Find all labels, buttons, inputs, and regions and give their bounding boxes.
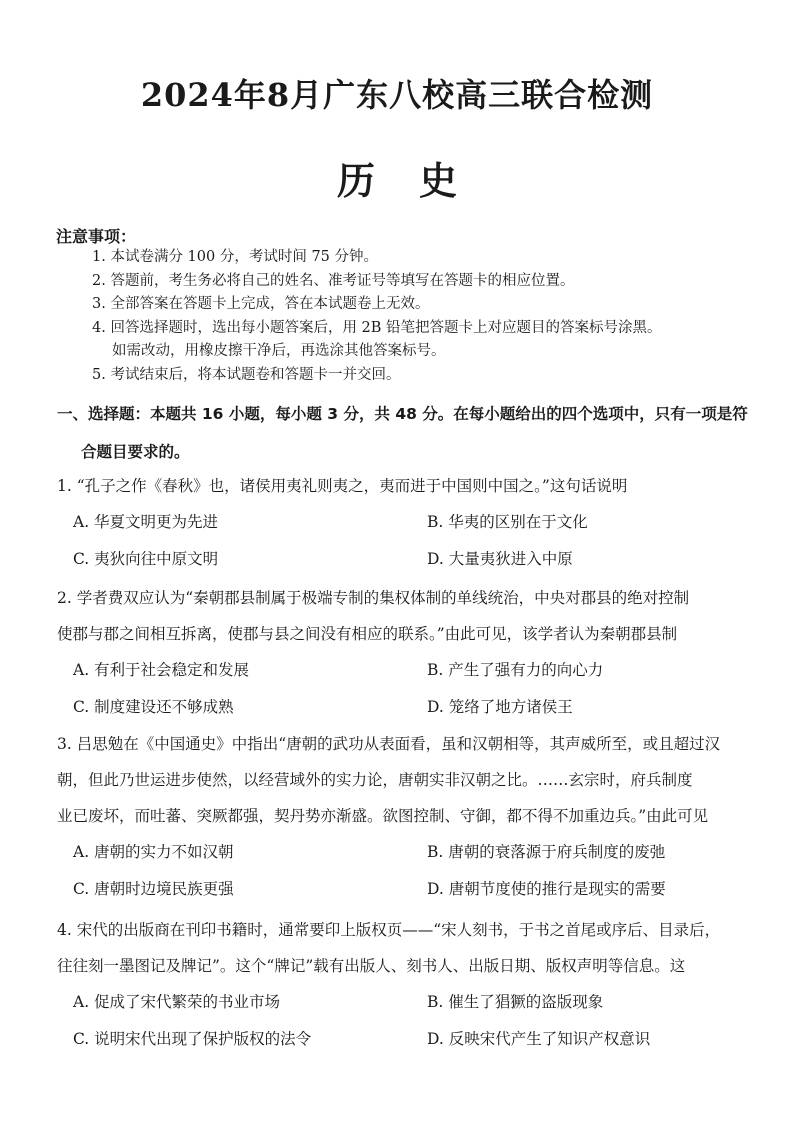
question-1 bbox=[57, 468, 747, 578]
option-a: A. 有利于社会稳定和发展 bbox=[73, 661, 250, 679]
subject-title: 历史 bbox=[336, 158, 501, 203]
section-heading bbox=[57, 400, 757, 476]
option-b: B. 唐朝的衰落源于府兵制度的废弛 bbox=[427, 843, 666, 861]
question-stem-line: 使郡与郡之间相互拆离，使郡与县之间没有相应的联系。”由此可见，该学者认为秦朝郡县制 bbox=[57, 625, 678, 643]
question-options bbox=[57, 834, 747, 908]
question-options bbox=[57, 504, 747, 578]
note-item: 3. 全部答案在答题卡上完成，答在本试题卷上无效。 bbox=[92, 296, 430, 312]
note-item: 5. 考试结束后，将本试题卷和答题卡一并交回。 bbox=[92, 366, 401, 383]
option-c: C. 制度建设还不够成熟 bbox=[73, 698, 234, 716]
note-item: 4. 回答选择题时，选出每小题答案后，用 2B 铅笔把答题卡上对应题目的答案标号涂黑。 bbox=[92, 319, 662, 336]
question-4 bbox=[57, 912, 747, 1058]
option-a: A. 促成了宋代繁荣的书业市场 bbox=[73, 993, 281, 1011]
question-stem-line: 业已废坏，而吐蕃、突厥都强，契丹势亦渐盛。欲图控制、守御，都不得不加重边兵。”由此可见 bbox=[57, 807, 709, 825]
question-options bbox=[57, 984, 747, 1058]
section-heading-line: 一、选择题：本题共 16 小题，每小题 3 分，共 48 分。在每小题给出的四个选项中，只有一项是符 bbox=[57, 405, 748, 423]
option-b: B. 催生了猖獗的盗版现象 bbox=[427, 993, 604, 1011]
option-b: B. 华夷的区别在于文化 bbox=[427, 513, 588, 531]
option-d: D. 唐朝节度使的推行是现实的需要 bbox=[427, 880, 666, 898]
option-d: D. 大量夷狄进入中原 bbox=[427, 550, 573, 568]
option-c: C. 夷狄向往中原文明 bbox=[73, 550, 219, 568]
note-item: 1. 本试卷满分 100 分，考试时间 75 分钟。 bbox=[92, 249, 379, 265]
question-stem-line: 3. 吕思勉在《中国通史》中指出“唐朝的武功从表面看，虽和汉朝相等，其声威所至，或且超过汉 bbox=[57, 735, 721, 753]
question-stem-line: 往往刻一墨图记及牌记”。这个“牌记”载有出版人、刻书人、出版日期、版权声明等信息。这 bbox=[57, 957, 686, 975]
question-stem-line: 2. 学者费双应认为“秦朝郡县制属于极端专制的集权体制的单线统治，中央对郡县的绝对控制 bbox=[57, 589, 690, 607]
question-3 bbox=[57, 726, 747, 908]
option-a: A. 华夏文明更为先进 bbox=[73, 513, 219, 531]
option-c: C. 唐朝时边境民族更强 bbox=[73, 880, 234, 898]
notes-list bbox=[92, 246, 772, 387]
note-item: 2. 答题前，考生务必将自己的姓名、准考证号等填写在答题卡的相应位置。 bbox=[92, 272, 575, 289]
question-2 bbox=[57, 580, 747, 726]
option-a: A. 唐朝的实力不如汉朝 bbox=[73, 843, 234, 861]
option-b: B. 产生了强有力的向心力 bbox=[427, 661, 604, 679]
section-heading-line: 合题目要求的。 bbox=[81, 443, 190, 461]
option-d: D. 反映宋代产生了知识产权意识 bbox=[427, 1030, 651, 1048]
option-c: C. 说明宋代出现了保护版权的法令 bbox=[73, 1030, 312, 1048]
notes-heading: 注意事项： bbox=[56, 227, 137, 246]
question-stem-line: 朝，但此乃世运进步使然，以经营域外的实力论，唐朝实非汉朝之比。……玄宗时，府兵制度 bbox=[57, 771, 693, 789]
option-d: D. 笼络了地方诸侯王 bbox=[427, 698, 573, 716]
question-stem-line: 4. 宋代的出版商在刊印书籍时，通常要印上版权页——“宋人刻书，于书之首尾或序后、目录后， bbox=[57, 921, 721, 939]
note-item-continuation: 如需改动，用橡皮擦干净后，再选涂其他答案标号。 bbox=[112, 343, 446, 359]
question-options bbox=[57, 652, 747, 726]
exam-title: 2024年8月广东八校高三联合检测 bbox=[140, 76, 654, 114]
question-stem-line: 1. “孔子之作《春秋》也，诸侯用夷礼则夷之，夷而进于中国则中国之。”这句话说明 bbox=[57, 477, 628, 495]
